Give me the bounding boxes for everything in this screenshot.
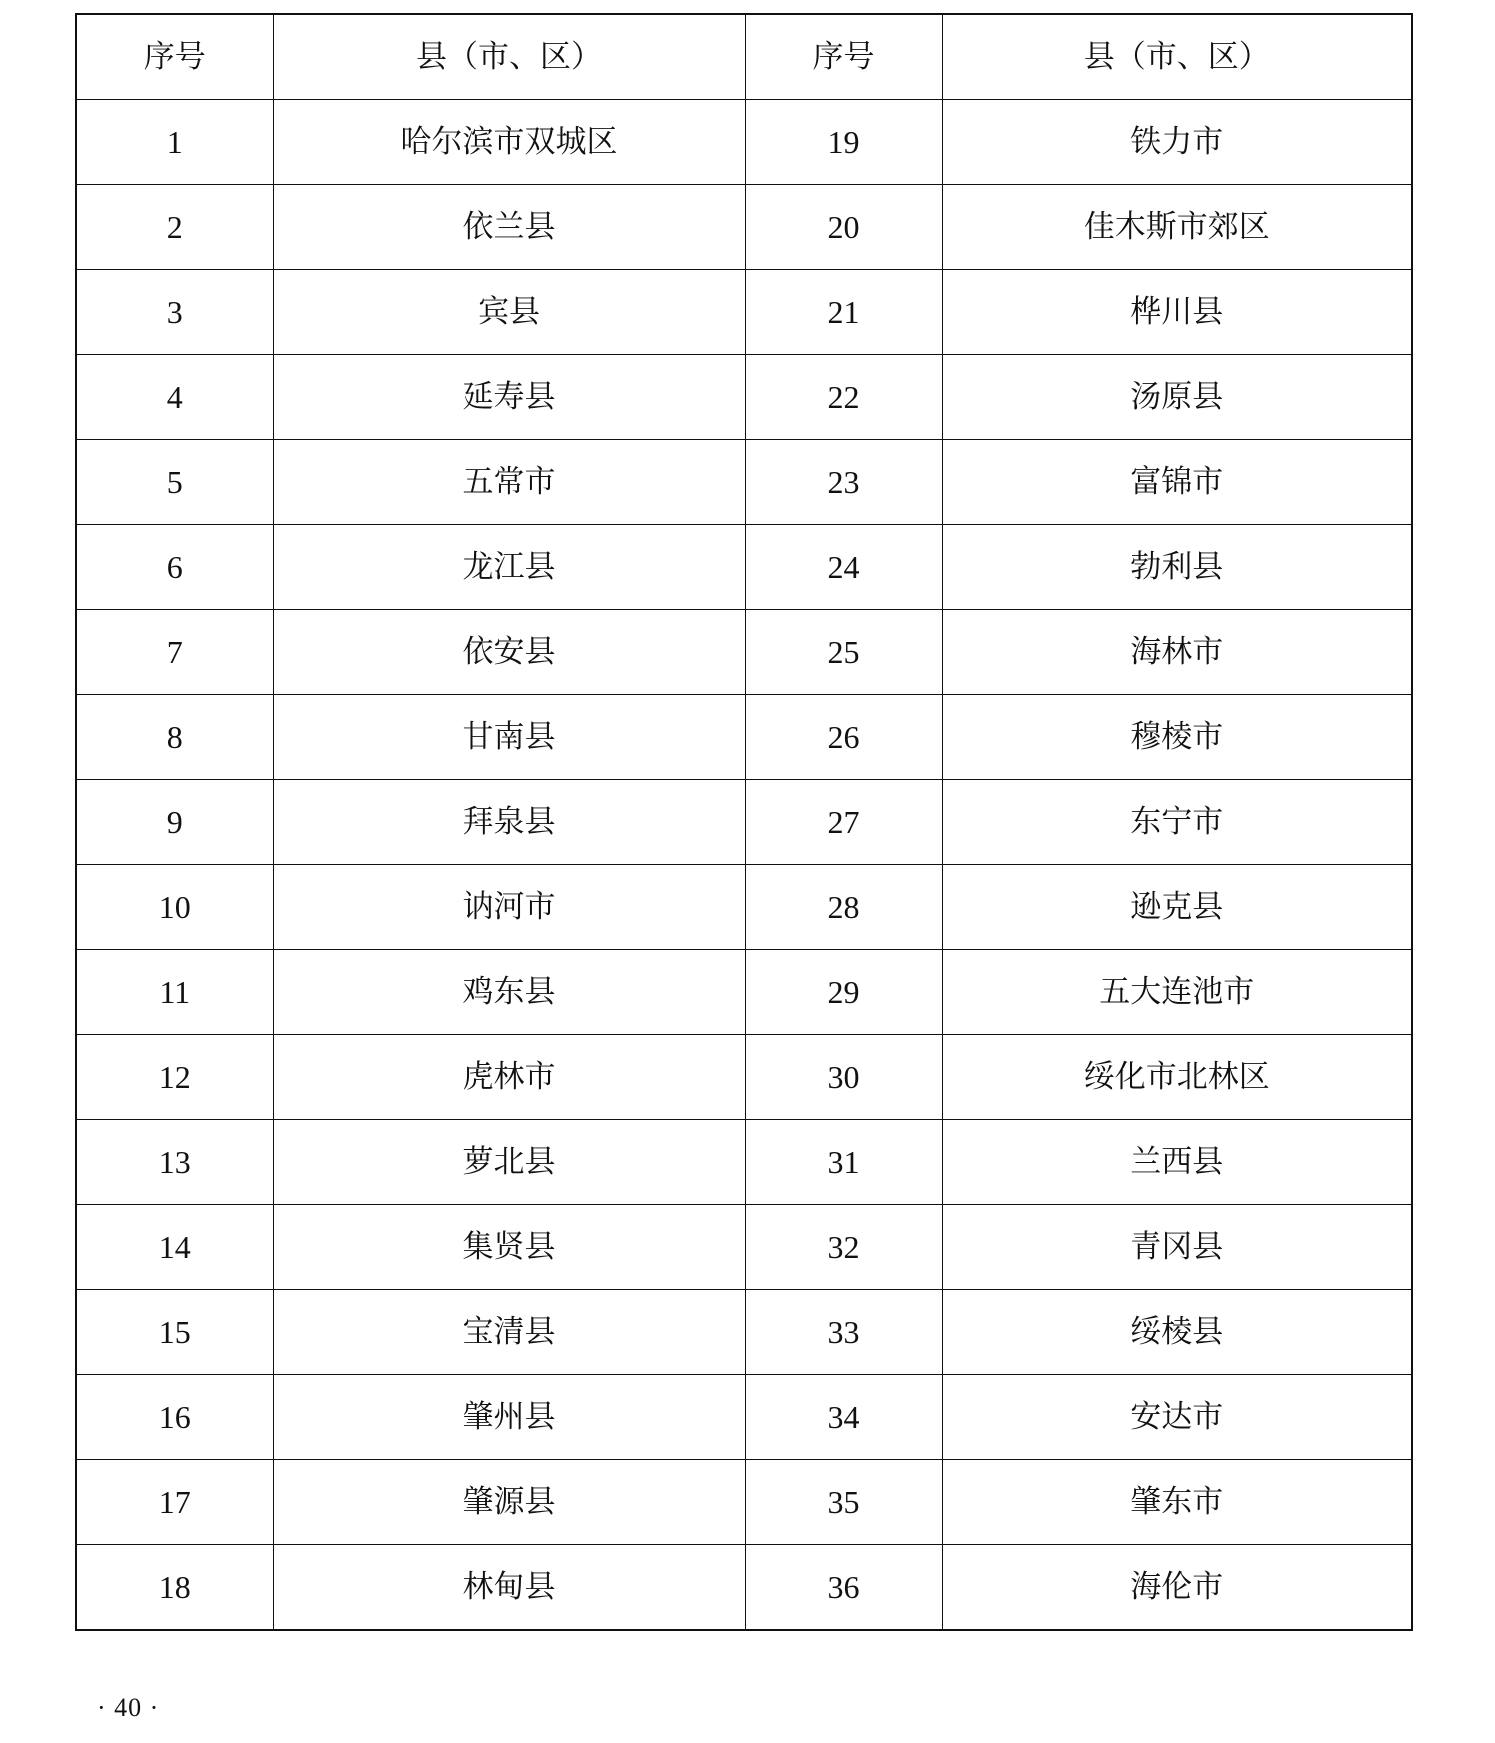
cell-seq-left: 1 — [76, 100, 273, 185]
cell-county-left: 哈尔滨市双城区 — [273, 100, 745, 185]
cell-county-right: 五大连池市 — [942, 950, 1412, 1035]
cell-seq-left: 10 — [76, 865, 273, 950]
cell-county-right: 海伦市 — [942, 1545, 1412, 1631]
table-body — [76, 100, 1412, 1631]
table-row — [76, 440, 1412, 525]
cell-seq-right: 23 — [745, 440, 942, 525]
cell-county-left: 拜泉县 — [273, 780, 745, 865]
cell-seq-left: 6 — [76, 525, 273, 610]
cell-seq-right: 22 — [745, 355, 942, 440]
cell-seq-right: 33 — [745, 1290, 942, 1375]
cell-seq-right: 27 — [745, 780, 942, 865]
cell-county-right: 海林市 — [942, 610, 1412, 695]
header-seq-left: 序号 — [76, 14, 273, 100]
county-table — [75, 13, 1413, 1631]
cell-county-right: 东宁市 — [942, 780, 1412, 865]
cell-seq-right: 24 — [745, 525, 942, 610]
cell-seq-left: 2 — [76, 185, 273, 270]
table-row — [76, 610, 1412, 695]
cell-county-right: 佳木斯市郊区 — [942, 185, 1412, 270]
cell-county-left: 宝清县 — [273, 1290, 745, 1375]
cell-county-left: 虎林市 — [273, 1035, 745, 1120]
cell-seq-left: 4 — [76, 355, 273, 440]
cell-county-right: 肇东市 — [942, 1460, 1412, 1545]
table-row — [76, 100, 1412, 185]
table-row — [76, 1375, 1412, 1460]
table-row — [76, 270, 1412, 355]
cell-county-left: 讷河市 — [273, 865, 745, 950]
table-row — [76, 695, 1412, 780]
cell-county-right: 青冈县 — [942, 1205, 1412, 1290]
cell-county-left: 依兰县 — [273, 185, 745, 270]
cell-county-right: 勃利县 — [942, 525, 1412, 610]
cell-seq-right: 28 — [745, 865, 942, 950]
cell-seq-right: 35 — [745, 1460, 942, 1545]
cell-county-right: 逊克县 — [942, 865, 1412, 950]
cell-county-left: 林甸县 — [273, 1545, 745, 1631]
header-county-right: 县（市、区） — [942, 14, 1412, 100]
cell-county-right: 兰西县 — [942, 1120, 1412, 1205]
cell-seq-left: 12 — [76, 1035, 273, 1120]
cell-county-left: 依安县 — [273, 610, 745, 695]
cell-seq-left: 16 — [76, 1375, 273, 1460]
table-row — [76, 1545, 1412, 1631]
cell-county-right: 穆棱市 — [942, 695, 1412, 780]
cell-seq-left: 3 — [76, 270, 273, 355]
cell-seq-left: 7 — [76, 610, 273, 695]
cell-county-right: 绥棱县 — [942, 1290, 1412, 1375]
cell-seq-left: 9 — [76, 780, 273, 865]
cell-seq-left: 11 — [76, 950, 273, 1035]
cell-seq-left: 17 — [76, 1460, 273, 1545]
table-row — [76, 1290, 1412, 1375]
cell-county-right: 汤原县 — [942, 355, 1412, 440]
cell-county-left: 龙江县 — [273, 525, 745, 610]
header-seq-right: 序号 — [745, 14, 942, 100]
cell-county-left: 肇源县 — [273, 1460, 745, 1545]
cell-seq-right: 34 — [745, 1375, 942, 1460]
cell-seq-left: 14 — [76, 1205, 273, 1290]
cell-seq-right: 25 — [745, 610, 942, 695]
cell-county-right: 安达市 — [942, 1375, 1412, 1460]
table-row — [76, 355, 1412, 440]
table-row — [76, 1035, 1412, 1120]
table-row — [76, 1120, 1412, 1205]
table-row — [76, 780, 1412, 865]
cell-seq-left: 13 — [76, 1120, 273, 1205]
table-row — [76, 865, 1412, 950]
cell-seq-left: 18 — [76, 1545, 273, 1631]
cell-county-left: 五常市 — [273, 440, 745, 525]
table-row — [76, 950, 1412, 1035]
cell-seq-left: 15 — [76, 1290, 273, 1375]
cell-seq-right: 21 — [745, 270, 942, 355]
cell-seq-right: 32 — [745, 1205, 942, 1290]
table-row — [76, 185, 1412, 270]
cell-county-left: 肇州县 — [273, 1375, 745, 1460]
table-header-row — [76, 14, 1412, 100]
cell-county-left: 延寿县 — [273, 355, 745, 440]
cell-county-left: 鸡东县 — [273, 950, 745, 1035]
table-row — [76, 525, 1412, 610]
table-row — [76, 1205, 1412, 1290]
cell-seq-right: 36 — [745, 1545, 942, 1631]
cell-county-left: 甘南县 — [273, 695, 745, 780]
cell-seq-right: 31 — [745, 1120, 942, 1205]
cell-county-left: 萝北县 — [273, 1120, 745, 1205]
cell-seq-right: 19 — [745, 100, 942, 185]
cell-county-right: 铁力市 — [942, 100, 1412, 185]
cell-seq-left: 8 — [76, 695, 273, 780]
cell-county-right: 绥化市北林区 — [942, 1035, 1412, 1120]
cell-county-right: 桦川县 — [942, 270, 1412, 355]
cell-seq-right: 20 — [745, 185, 942, 270]
cell-county-right: 富锦市 — [942, 440, 1412, 525]
table-row — [76, 1460, 1412, 1545]
cell-county-left: 集贤县 — [273, 1205, 745, 1290]
header-county-left: 县（市、区） — [273, 14, 745, 100]
cell-seq-right: 29 — [745, 950, 942, 1035]
cell-seq-left: 5 — [76, 440, 273, 525]
cell-seq-right: 26 — [745, 695, 942, 780]
cell-county-left: 宾县 — [273, 270, 745, 355]
cell-seq-right: 30 — [745, 1035, 942, 1120]
page-number: · 40 · — [97, 1693, 160, 1722]
